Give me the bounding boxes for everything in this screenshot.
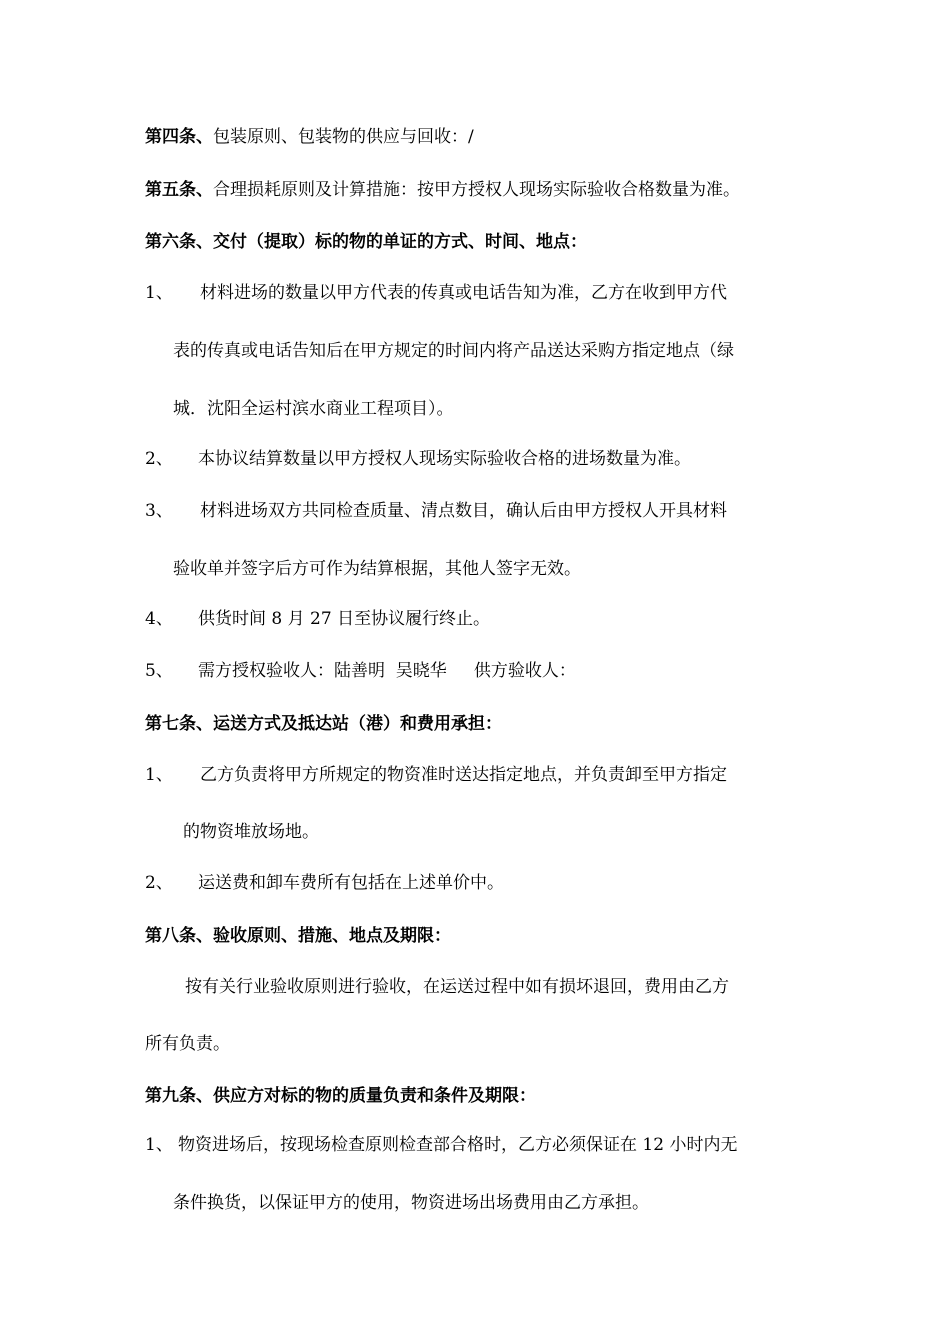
article-9-heading: 第九条、供应方对标的物的质量负责和条件及期限： — [145, 1086, 536, 1106]
list-item-text: 乙方负责将甲方所规定的物资准时送达指定地点，并负责卸至甲方指定 — [200, 765, 727, 785]
article-7-heading: 第七条、运送方式及抵达站（港）和费用承担： — [145, 714, 502, 734]
list-item-text: 城．沈阳全运村滨水商业工程项目）。 — [173, 399, 454, 419]
list-number: 4、 — [145, 609, 173, 629]
list-item-text: 验收单并签字后方可作为结算根据，其他人签字无效。 — [173, 559, 581, 579]
list-item-text: 材料进场的数量以甲方代表的传真或电话告知为准，乙方在收到甲方代 — [200, 283, 727, 303]
article-4-text: 包装原则、包装物的供应与回收：/ — [213, 127, 474, 147]
list-number: 2、 — [145, 449, 173, 469]
article-4 — [145, 127, 474, 147]
article-5 — [145, 180, 740, 200]
list-item-text: 供货时间 8 月 27 日至协议履行终止。 — [198, 609, 491, 629]
list-number: 1、 — [145, 1135, 173, 1155]
list-item-text: 材料进场双方共同检查质量、清点数目，确认后由甲方授权人开具材料 — [200, 501, 727, 521]
list-number: 2、 — [145, 873, 173, 893]
list-item-text: 本协议结算数量以甲方授权人现场实际验收合格的进场数量为准。 — [198, 449, 691, 469]
list-item-text: 物资进场后，按现场检查原则检查部合格时，乙方必须保证在 12 小时内无 — [178, 1135, 738, 1155]
article-5-heading: 第五条、 — [145, 180, 213, 200]
article-4-heading: 第四条、 — [145, 127, 213, 147]
article-8-heading: 第八条、验收原则、措施、地点及期限： — [145, 926, 451, 946]
list-item-text: 运送费和卸车费所有包括在上述单价中。 — [198, 873, 504, 893]
paragraph-line: 按有关行业验收原则进行验收，在运送过程中如有损坏退回，费用由乙方 — [185, 977, 729, 997]
article-5-text: 合理损耗原则及计算措施：按甲方授权人现场实际验收合格数量为准。 — [213, 180, 740, 200]
list-number: 1、 — [145, 283, 173, 303]
list-number: 1、 — [145, 765, 173, 785]
list-number: 5、 — [145, 661, 173, 681]
list-number: 3、 — [145, 501, 173, 521]
list-item-text: 表的传真或电话告知后在甲方规定的时间内将产品送达采购方指定地点（绿 — [173, 341, 734, 361]
paragraph-line: 所有负责。 — [145, 1034, 230, 1054]
list-item-text: 的物资堆放场地。 — [183, 822, 319, 842]
list-item-text: 需方授权验收人：陆善明 吴晓华 供方验收人： — [198, 661, 576, 681]
article-6-heading: 第六条、交付（提取）标的物的单证的方式、时间、地点： — [145, 232, 587, 252]
list-item-text: 条件换货，以保证甲方的使用，物资进场出场费用由乙方承担。 — [173, 1193, 649, 1213]
